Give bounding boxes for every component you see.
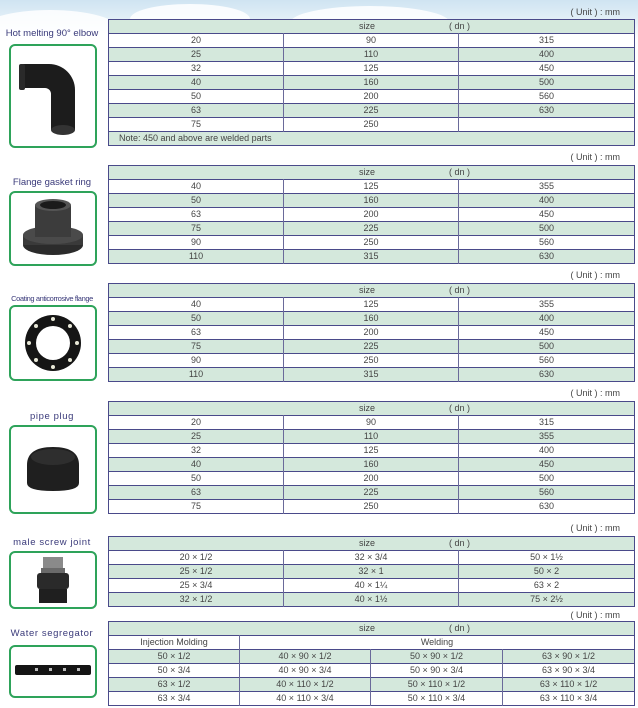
cell: 110 (284, 430, 459, 444)
dn-header: ( dn ) (449, 285, 471, 295)
product-thumbnail (9, 305, 97, 381)
table-row (109, 458, 635, 472)
cell: 50 × 90 × 1/2 (371, 650, 503, 664)
cell: 50 (109, 312, 284, 326)
cell: 50 (109, 472, 284, 486)
cell: 40 (109, 180, 284, 194)
cell: 200 (284, 326, 459, 340)
dn-header: ( dn ) (449, 538, 471, 548)
cell: 50 × 90 × 3/4 (371, 664, 503, 678)
cell: 50 × 110 × 3/4 (371, 692, 503, 706)
cell: 450 (459, 208, 635, 222)
table-row (109, 326, 635, 340)
cell: 315 (284, 250, 459, 264)
cell: 20 (109, 34, 284, 48)
cell: 25 (109, 48, 284, 62)
cell: 630 (459, 368, 635, 382)
table-row (109, 354, 635, 368)
cell: 50 × 3/4 (109, 664, 240, 678)
table-row (109, 692, 635, 706)
table-row (109, 34, 635, 48)
cell: 355 (459, 298, 635, 312)
cell (459, 118, 635, 132)
flange-stub-icon (11, 193, 95, 264)
note-text: Note: 450 and above are welded parts (109, 132, 635, 146)
table-row (109, 579, 635, 593)
cell: 40 × 90 × 3/4 (240, 664, 371, 678)
cell: 40 × 1¼ (284, 579, 459, 593)
table-row (109, 62, 635, 76)
unit-label: ( Unit ) : mm (570, 270, 620, 280)
cell: 25 × 3/4 (109, 579, 284, 593)
product-thumbnail (9, 44, 97, 148)
table-row (109, 298, 635, 312)
cell: 63 × 2 (459, 579, 635, 593)
injection-molding-header: Injection Molding (109, 636, 240, 650)
spec-table (108, 19, 635, 146)
cell: 125 (284, 180, 459, 194)
product-thumbnail (9, 551, 97, 609)
table-row (109, 650, 635, 664)
table-row (109, 486, 635, 500)
cell: 32 × 1 (284, 565, 459, 579)
cell: 125 (284, 62, 459, 76)
cell: 160 (284, 76, 459, 90)
cell: 63 (109, 208, 284, 222)
cell: 75 (109, 340, 284, 354)
flange-ring-icon (11, 307, 95, 379)
table-header-row (109, 622, 635, 636)
table-row (109, 678, 635, 692)
table-row (109, 340, 635, 354)
cell: 63 × 90 × 1/2 (503, 650, 635, 664)
cell: 500 (459, 76, 635, 90)
cell: 63 × 3/4 (109, 692, 240, 706)
table-row (109, 565, 635, 579)
unit-label: ( Unit ) : mm (570, 152, 620, 162)
unit-label: ( Unit ) : mm (570, 7, 620, 17)
table-row (109, 551, 635, 565)
table-row (109, 90, 635, 104)
product-thumbnail (9, 645, 97, 698)
spec-table (108, 401, 635, 514)
size-header: size (359, 623, 376, 633)
table-row (109, 312, 635, 326)
cell: 315 (284, 368, 459, 382)
size-header: size (359, 538, 376, 548)
spec-table (108, 165, 635, 264)
cell: 450 (459, 62, 635, 76)
dn-header: ( dn ) (449, 167, 471, 177)
cell: 450 (459, 458, 635, 472)
cell: 200 (284, 472, 459, 486)
table-row (109, 593, 635, 607)
table-row (109, 48, 635, 62)
cell: 50 × 2 (459, 565, 635, 579)
cell: 500 (459, 472, 635, 486)
cell: 250 (284, 236, 459, 250)
cell: 355 (459, 430, 635, 444)
cell: 63 × 90 × 3/4 (503, 664, 635, 678)
cell: 50 (109, 194, 284, 208)
cell: 40 × 110 × 1/2 (240, 678, 371, 692)
product-label: male screw joint (13, 537, 91, 548)
cell: 250 (284, 118, 459, 132)
cell: 63 × 1/2 (109, 678, 240, 692)
cell: 500 (459, 340, 635, 354)
cell: 25 (109, 430, 284, 444)
product-label: Coating anticorrosive flange (11, 294, 93, 303)
product-thumbnail (9, 425, 97, 514)
cell: 225 (284, 340, 459, 354)
cell: 40 (109, 458, 284, 472)
cell: 50 (109, 90, 284, 104)
cell: 225 (284, 222, 459, 236)
product-label: pipe plug (30, 411, 74, 422)
cell: 63 × 110 × 3/4 (503, 692, 635, 706)
table-row (109, 444, 635, 458)
cell: 400 (459, 194, 635, 208)
table-row (109, 104, 635, 118)
unit-label: ( Unit ) : mm (570, 388, 620, 398)
table-row (109, 500, 635, 514)
product-label: Water segregator (10, 628, 94, 639)
unit-label: ( Unit ) : mm (570, 523, 620, 533)
table-row (109, 664, 635, 678)
table-row (109, 222, 635, 236)
dn-header: ( dn ) (449, 403, 471, 413)
dn-header: ( dn ) (449, 623, 471, 633)
table-row (109, 430, 635, 444)
table-header-row (109, 166, 635, 180)
cell: 125 (284, 444, 459, 458)
cell: 40 × 1½ (284, 593, 459, 607)
table-row (109, 236, 635, 250)
cell: 315 (459, 34, 635, 48)
table-row (109, 118, 635, 132)
product-label: Flange gasket ring (12, 177, 92, 188)
threaded-adapter-icon (11, 553, 95, 607)
cell: 40 (109, 298, 284, 312)
size-header: size (359, 403, 376, 413)
cell: 40 × 110 × 3/4 (240, 692, 371, 706)
table-header-row (109, 402, 635, 416)
cell: 32 (109, 444, 284, 458)
cell: 560 (459, 486, 635, 500)
cell: 400 (459, 312, 635, 326)
table-row (109, 180, 635, 194)
cell: 225 (284, 486, 459, 500)
welding-header: Welding (240, 636, 635, 650)
cell: 630 (459, 104, 635, 118)
spec-table (108, 283, 635, 382)
cell: 75 × 2½ (459, 593, 635, 607)
size-header: size (359, 21, 376, 31)
cell: 250 (284, 354, 459, 368)
table-row (109, 208, 635, 222)
cell: 560 (459, 90, 635, 104)
table-row (109, 76, 635, 90)
table-subheader-row (109, 636, 635, 650)
manifold-bar-icon (11, 647, 95, 696)
cell: 75 (109, 222, 284, 236)
table-header-row (109, 537, 635, 551)
cell: 630 (459, 500, 635, 514)
cell: 250 (284, 500, 459, 514)
cell: 75 (109, 118, 284, 132)
cell: 20 × 1/2 (109, 551, 284, 565)
spec-table (108, 536, 635, 607)
cell: 200 (284, 90, 459, 104)
cell: 355 (459, 180, 635, 194)
cell: 225 (284, 104, 459, 118)
cell: 90 (284, 416, 459, 430)
cell: 400 (459, 444, 635, 458)
cell: 160 (284, 312, 459, 326)
cell: 20 (109, 416, 284, 430)
cell: 63 (109, 104, 284, 118)
table-header-row (109, 20, 635, 34)
cell: 40 (109, 76, 284, 90)
product-label: Hot melting 90° elbow (5, 28, 99, 39)
size-header: size (359, 285, 376, 295)
cell: 110 (109, 250, 284, 264)
size-header: size (359, 167, 376, 177)
cell: 32 × 1/2 (109, 593, 284, 607)
cell: 50 × 110 × 1/2 (371, 678, 503, 692)
table-header-row (109, 284, 635, 298)
table-row (109, 416, 635, 430)
cell: 32 (109, 62, 284, 76)
cell: 500 (459, 222, 635, 236)
cell: 75 (109, 500, 284, 514)
cell: 630 (459, 250, 635, 264)
elbow-fitting-icon (11, 46, 95, 146)
cell: 110 (109, 368, 284, 382)
table-row (109, 250, 635, 264)
cell: 160 (284, 458, 459, 472)
dn-header: ( dn ) (449, 21, 471, 31)
table-row (109, 472, 635, 486)
cell: 560 (459, 236, 635, 250)
cell: 50 × 1½ (459, 551, 635, 565)
cell: 50 × 1/2 (109, 650, 240, 664)
product-thumbnail (9, 191, 97, 266)
cell: 450 (459, 326, 635, 340)
cell: 160 (284, 194, 459, 208)
cell: 200 (284, 208, 459, 222)
cell: 40 × 90 × 1/2 (240, 650, 371, 664)
cell: 63 (109, 326, 284, 340)
cell: 110 (284, 48, 459, 62)
cell: 560 (459, 354, 635, 368)
cell: 125 (284, 298, 459, 312)
cell: 315 (459, 416, 635, 430)
spec-table (108, 621, 635, 706)
cell: 25 × 1/2 (109, 565, 284, 579)
cell: 90 (109, 354, 284, 368)
note-row (109, 132, 635, 146)
pipe-cap-icon (11, 427, 95, 512)
cell: 32 × 3/4 (284, 551, 459, 565)
cell: 400 (459, 48, 635, 62)
table-row (109, 368, 635, 382)
table-row (109, 194, 635, 208)
cell: 63 × 110 × 1/2 (503, 678, 635, 692)
cell: 90 (109, 236, 284, 250)
unit-label: ( Unit ) : mm (570, 610, 620, 620)
cell: 90 (284, 34, 459, 48)
cell: 63 (109, 486, 284, 500)
